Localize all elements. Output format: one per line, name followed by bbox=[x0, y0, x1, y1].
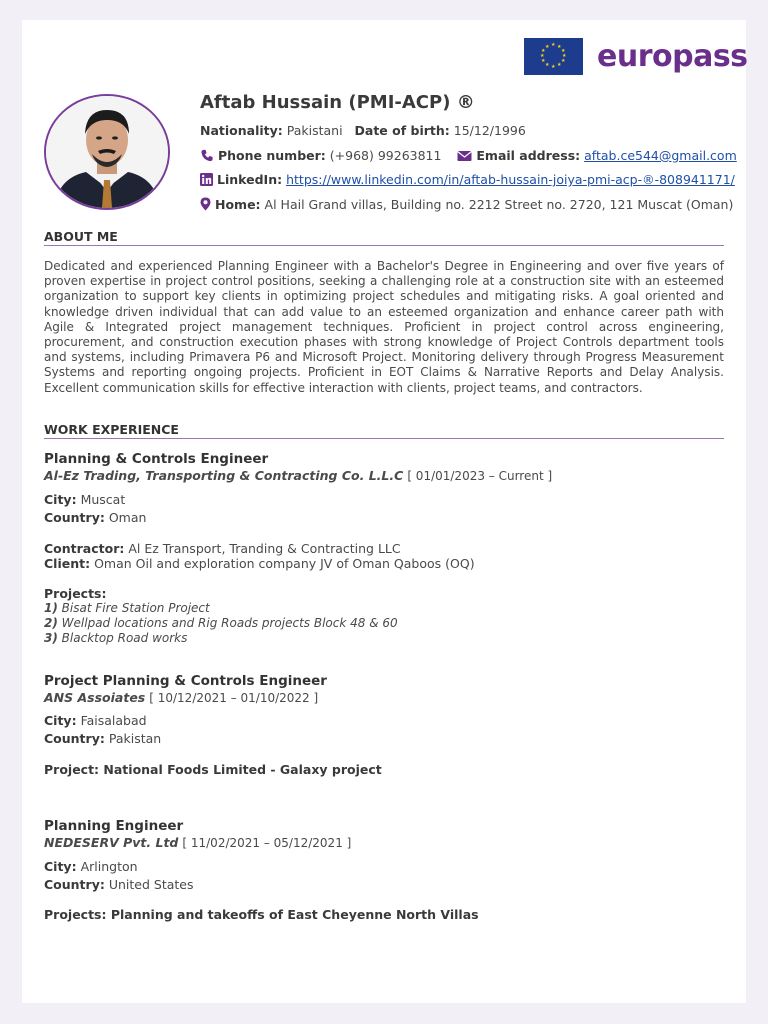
job-project-line bbox=[44, 907, 479, 922]
project-name: Wellpad locations and Rig Roads projects Block 48 & 60 bbox=[61, 616, 398, 630]
dob-value: 15/12/1996 bbox=[453, 123, 526, 138]
job-city bbox=[44, 492, 125, 507]
project-item bbox=[44, 616, 398, 630]
job-client bbox=[44, 556, 475, 571]
project-number: 1) bbox=[44, 601, 58, 615]
phone-icon bbox=[200, 149, 214, 165]
cv-page bbox=[22, 20, 746, 1003]
country-value: United States bbox=[108, 877, 194, 892]
job-dates: [ 11/02/2021 – 05/12/2021 ] bbox=[182, 836, 352, 850]
city-label: City: bbox=[44, 713, 77, 728]
contractor-value: Al Ez Transport, Tranding & Contracting LLC bbox=[128, 541, 401, 556]
client-label: Client: bbox=[44, 556, 91, 571]
phone-email-line bbox=[200, 148, 737, 165]
linkedin-label: LinkedIn: bbox=[217, 172, 283, 187]
email-label: Email address: bbox=[476, 148, 581, 163]
nationality-dob-line bbox=[200, 123, 526, 138]
job-project-line bbox=[44, 762, 382, 777]
city-label: City: bbox=[44, 492, 77, 507]
phone-value: (+968) 99263811 bbox=[329, 148, 442, 163]
job-title: Project Planning & Controls Engineer bbox=[44, 673, 327, 689]
country-label: Country: bbox=[44, 510, 105, 525]
phone-label: Phone number: bbox=[218, 148, 326, 163]
dob-label: Date of birth: bbox=[354, 123, 450, 138]
job-dates: [ 10/12/2021 – 01/10/2022 ] bbox=[149, 691, 319, 705]
email-link[interactable]: aftab.ce544@gmail.com bbox=[584, 148, 737, 163]
project-item bbox=[44, 601, 210, 615]
home-value: Al Hail Grand villas, Building no. 2212 Street no. 2720, 121 Muscat (Oman) bbox=[264, 197, 734, 212]
nationality-label: Nationality: bbox=[200, 123, 283, 138]
linkedin-icon bbox=[200, 173, 213, 189]
country-value: Pakistan bbox=[108, 731, 162, 746]
job-title: Planning Engineer bbox=[44, 818, 184, 834]
job-employer-line bbox=[44, 835, 351, 850]
job-country bbox=[44, 877, 194, 892]
client-value: Oman Oil and exploration company JV of Oman Qaboos (OQ) bbox=[94, 556, 475, 571]
email-icon bbox=[457, 150, 472, 165]
projects-label: Projects: bbox=[44, 586, 107, 601]
about-text: Dedicated and experienced Planning Engineer with a Bachelor's Degree in Engineering and over five years of proven expertise in project control positions, seeking a challenging role at a construction site with an esteemed organization to support key clients in optimizing project schedules and mitigating risks. A goal oriented and knowledge driven individual that can add value to an esteemed organization and enhance career path with Agile & Integrated project management techniques. Proficient in project control across engineering, procurement, and construction execution phases with strong knowledge of Project Controls department tools and systems, including Primavera P6 and Microsoft Project. Monitoring delivery through Progress Measurement Systems and reporting ongoing projects. Proficient in EOT Claims & Narrative Reports and Delay Analysis. Excellent communication skills for effective interaction with clients, project teams, and contractors. bbox=[44, 259, 724, 395]
job-city bbox=[44, 713, 147, 728]
city-label: City: bbox=[44, 859, 77, 874]
country-value: Oman bbox=[108, 510, 147, 525]
home-label: Home: bbox=[215, 197, 261, 212]
home-line bbox=[200, 197, 733, 214]
eu-flag-icon: ★ ★ ★ ★ ★ ★ ★ ★ ★ ★ ★ ★ bbox=[524, 38, 583, 75]
city-value: Muscat bbox=[80, 492, 126, 507]
city-value: Arlington bbox=[80, 859, 138, 874]
country-label: Country: bbox=[44, 731, 105, 746]
job-country bbox=[44, 731, 161, 746]
project-line: Project: National Foods Limited - Galaxy project bbox=[44, 762, 382, 777]
work-section-title: WORK EXPERIENCE bbox=[44, 422, 724, 439]
job-dates: [ 01/01/2023 – Current ] bbox=[407, 469, 553, 483]
europass-logo bbox=[524, 38, 748, 75]
project-line: Projects: Planning and takeoffs of East Cheyenne North Villas bbox=[44, 907, 479, 922]
job-city bbox=[44, 859, 138, 874]
project-name: Bisat Fire Station Project bbox=[61, 601, 210, 615]
linkedin-link[interactable]: https://www.linkedin.com/in/aftab-hussain-joiya-pmi-acp-®-808941171/ bbox=[286, 172, 735, 187]
project-item bbox=[44, 631, 187, 645]
job-country bbox=[44, 510, 146, 525]
country-label: Country: bbox=[44, 877, 105, 892]
contractor-label: Contractor: bbox=[44, 541, 125, 556]
profile-photo bbox=[44, 94, 170, 210]
city-value: Faisalabad bbox=[80, 713, 147, 728]
projects-heading bbox=[44, 586, 107, 601]
job-employer-line bbox=[44, 690, 318, 705]
linkedin-line bbox=[200, 172, 735, 189]
project-number: 3) bbox=[44, 631, 58, 645]
job-employer-line bbox=[44, 468, 552, 483]
job-title: Planning & Controls Engineer bbox=[44, 451, 269, 467]
person-name: Aftab Hussain (PMI-ACP) ® bbox=[200, 92, 475, 113]
project-number: 2) bbox=[44, 616, 58, 630]
job-contractor bbox=[44, 541, 401, 556]
europass-wordmark: europass bbox=[597, 39, 748, 74]
nationality-value: Pakistani bbox=[286, 123, 343, 138]
about-section-title: ABOUT ME bbox=[44, 229, 724, 246]
project-name: Blacktop Road works bbox=[61, 631, 188, 645]
employer-name: ANS Assoiates bbox=[44, 690, 146, 705]
employer-name: Al-Ez Trading, Transporting & Contracting Co. L.L.C bbox=[44, 468, 404, 483]
location-pin-icon bbox=[200, 197, 211, 214]
employer-name: NEDESERV Pvt. Ltd bbox=[44, 835, 179, 850]
